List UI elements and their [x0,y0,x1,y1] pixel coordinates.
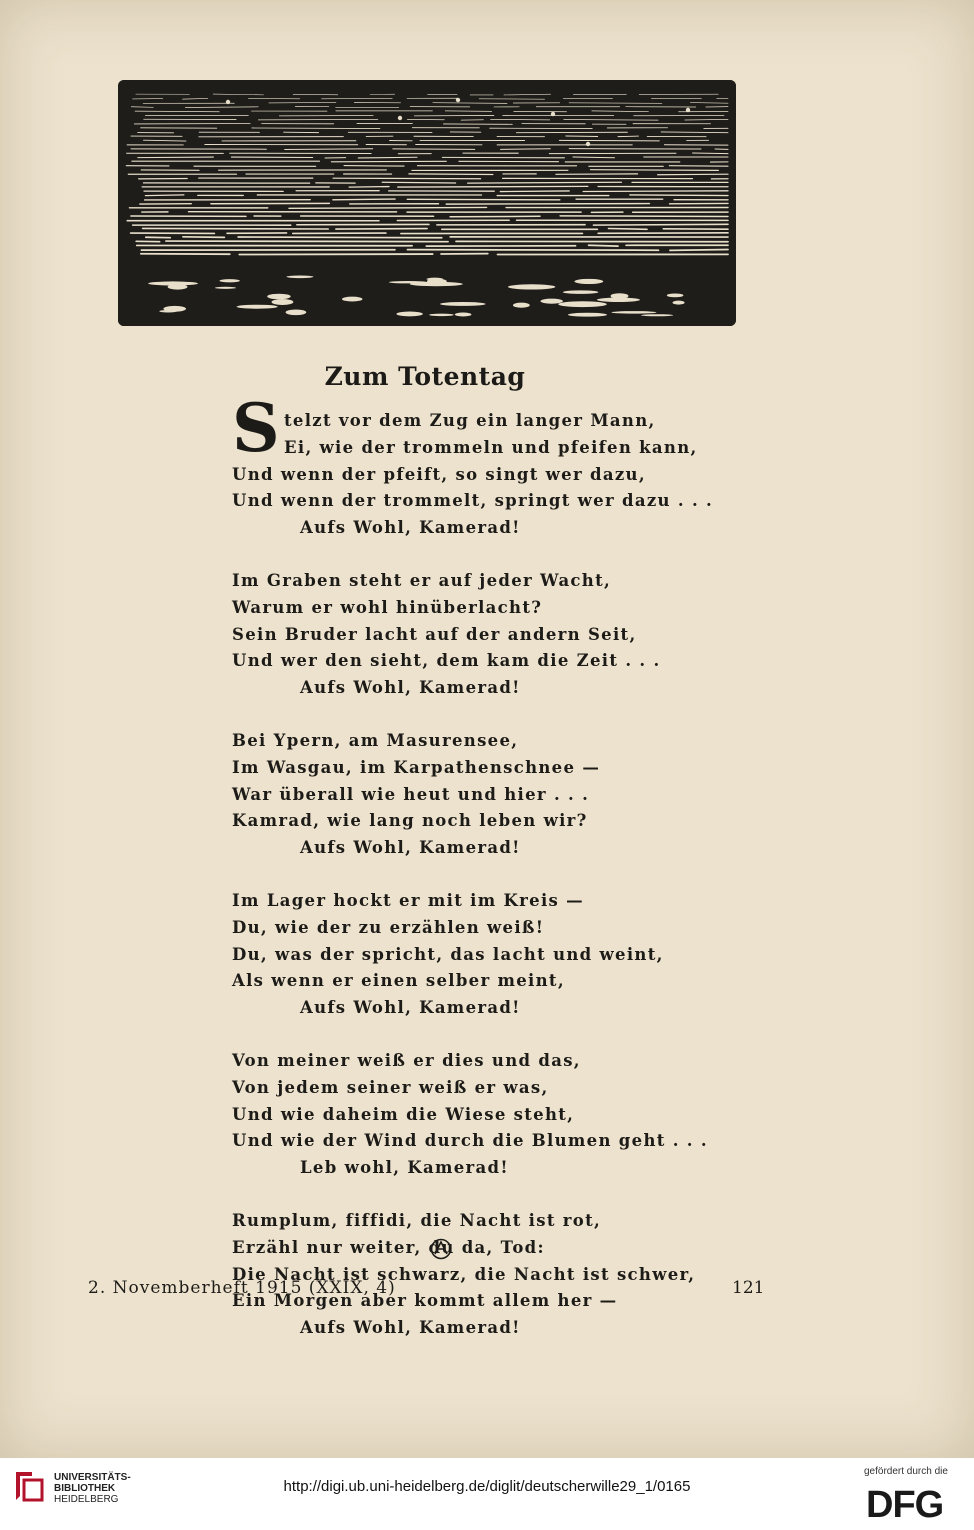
wave-fleck [667,293,684,297]
library-name-line-3: HEIDELBERG [54,1494,119,1505]
woodcut-stroke [669,166,728,167]
funder-note: gefördert durch die [864,1466,948,1477]
woodcut-stroke [393,149,475,150]
woodcut-stroke [289,207,487,208]
wave-fleck [574,279,603,284]
verse-line: Du, wie der zu erzählen weiß! [232,917,545,937]
wave-fleck [597,298,640,302]
wave-fleck [440,302,486,306]
page-number: 121 [732,1278,765,1298]
verse-line: Im Lager hockt er mit im Kreis — [232,890,584,910]
woodcut-stroke [166,241,448,242]
woodcut-stroke [658,174,728,175]
verse-line: Im Graben steht er auf jeder Wacht, [232,570,612,590]
woodcut-illustration [118,80,736,326]
wave-fleck [513,303,530,308]
verse-line: Rumplum, fiffidi, die Nacht ist rot, [232,1210,602,1230]
refrain-line: Leb wohl, Kamerad! [300,1158,509,1178]
woodcut-stroke [382,182,455,183]
wave-fleck [342,297,362,302]
woodcut-stroke [501,149,551,150]
woodcut-stroke [618,136,638,137]
woodcut-stroke [258,119,377,120]
verse-line: Und wenn der pfeift, so singt wer dazu, [232,464,646,484]
woodcut-stroke [693,153,728,154]
permalink-url[interactable]: http://digi.ub.uni-heidelberg.de/diglit/deutscherwille29_1/0165 [283,1478,691,1495]
verse-line: Im Wasgau, im Karpathenschnee — [232,757,601,777]
wave-fleck [270,294,282,297]
woodcut-stroke [590,170,718,171]
verse-line: Kamrad, wie lang noch leben wir? [232,811,588,831]
dfg-logo[interactable]: DFG [866,1484,944,1526]
woodcut-stroke [573,157,615,158]
verse-line: telzt vor dem Zug ein langer Mann, [284,411,656,430]
stanza-3 [232,728,792,862]
wave-fleck [215,287,236,289]
wave-fleck [159,310,177,312]
verse-line: Ein Morgen aber kommt allem her — [232,1291,618,1311]
refrain-line: Aufs Wohl, Kamerad! [300,838,521,858]
woodcut-stroke [407,250,658,251]
star-mark [398,116,402,120]
woodcut-stroke [145,195,183,196]
woodcut-stroke [138,157,214,158]
stanza-2 [232,568,792,702]
stanza-5 [232,1048,792,1182]
verse-line: Sein Bruder lacht auf der andern Seit, [232,624,637,644]
wave-fleck [429,314,454,316]
woodcut-stroke [468,182,622,183]
wave-fleck [286,275,313,278]
wave-fleck [611,311,656,314]
wave-fleck [563,290,599,293]
library-name-line-2: BIBLIOTHEK [54,1483,116,1494]
verse-line: Und wie der Wind durch die Blumen geht . . . [232,1131,708,1151]
woodcut-stroke [608,229,647,230]
refrain-line: Aufs Wohl, Kamerad! [300,678,521,698]
woodcut-stroke [398,186,588,187]
verse-line: Und wie daheim die Wiese steht, [232,1104,575,1124]
wave-fleck [237,305,278,309]
wave-fleck [286,309,307,315]
woodcut-stroke [407,199,560,200]
wave-fleck [455,313,472,317]
wave-fleck [641,314,673,316]
verse-line: Und wenn der trommelt, springt wer dazu . . . [232,491,714,511]
wave-fleck [272,299,294,305]
wave-fleck [427,279,447,284]
star-mark [551,112,555,116]
stanza-4 [232,888,792,1022]
verse-line: Die Nacht ist schwarz, die Nacht ist schwer, [232,1264,696,1284]
wave-fleck [672,301,684,305]
wave-fleck [148,281,198,285]
woodcut-stroke [358,157,417,158]
verse-line: Warum er wohl hinüberlacht? [232,597,543,617]
wave-fleck [541,299,563,304]
verse-line: Als wenn er einen selber meint, [232,971,565,991]
printer-mark-icon [430,1238,452,1260]
woodcut-stroke [630,195,728,196]
woodcut-stroke [560,216,728,217]
woodcut-stroke [500,191,569,192]
stanza-1 [232,408,792,542]
woodcut-stroke [589,245,618,246]
issue-footer: 2. Novemberheft 1915 (XXIX, 4) [88,1278,396,1298]
woodcut-stroke [598,233,728,234]
woodcut-stroke [333,178,481,179]
drop-cap: S [232,389,280,467]
refrain-line: Aufs Wohl, Kamerad! [300,518,521,538]
woodcut-stroke [670,249,728,250]
night-sea-woodcut [118,80,736,326]
woodcut-stroke [336,229,427,230]
poem-title: Zum Totentag [324,362,526,391]
woodcut-stroke [450,216,540,217]
woodcut-stroke [349,187,389,188]
woodcut-stroke [252,128,380,129]
wave-fleck [219,279,239,282]
star-mark [456,98,460,102]
woodcut-stroke [333,199,395,200]
library-name-line-1: UNIVERSITÄTS- [54,1472,131,1483]
verse-line: Bei Ypern, am Masurensee, [232,730,519,750]
star-mark [686,108,690,112]
verse-line: Erzähl nur weiter, du da, Tod: [232,1237,545,1257]
woodcut-stroke [559,140,659,141]
verse-line: War überall wie heut und hier . . . [232,784,590,804]
verse-line: Du, was der spricht, das lacht und weint, [232,944,664,964]
star-mark [226,100,230,104]
woodcut-stroke [583,191,728,192]
verse-line: Von meiner weiß er dies und das, [232,1050,581,1070]
verse-line: Und wer den sieht, dem kam die Zeit . . . [232,651,661,671]
wave-fleck [568,313,607,317]
verse-line: Ei, wie der trommeln und pfeifen kann, [284,437,698,457]
woodcut-stroke [593,224,728,225]
woodcut-stroke [238,237,442,238]
wave-fleck [396,312,422,317]
wave-fleck [558,301,606,307]
star-mark [586,142,590,146]
stanza-6 [232,1208,792,1342]
poem-body [232,408,792,1368]
verse-line: Von jedem seiner weiß er was, [232,1077,549,1097]
woodcut-stroke [446,204,649,205]
woodcut-stroke [143,228,329,229]
woodcut-stroke [183,237,225,238]
woodcut-stroke [409,174,493,175]
refrain-line: Aufs Wohl, Kamerad! [300,998,521,1018]
refrain-line: Aufs Wohl, Kamerad! [300,1318,521,1338]
wave-fleck [508,284,555,289]
